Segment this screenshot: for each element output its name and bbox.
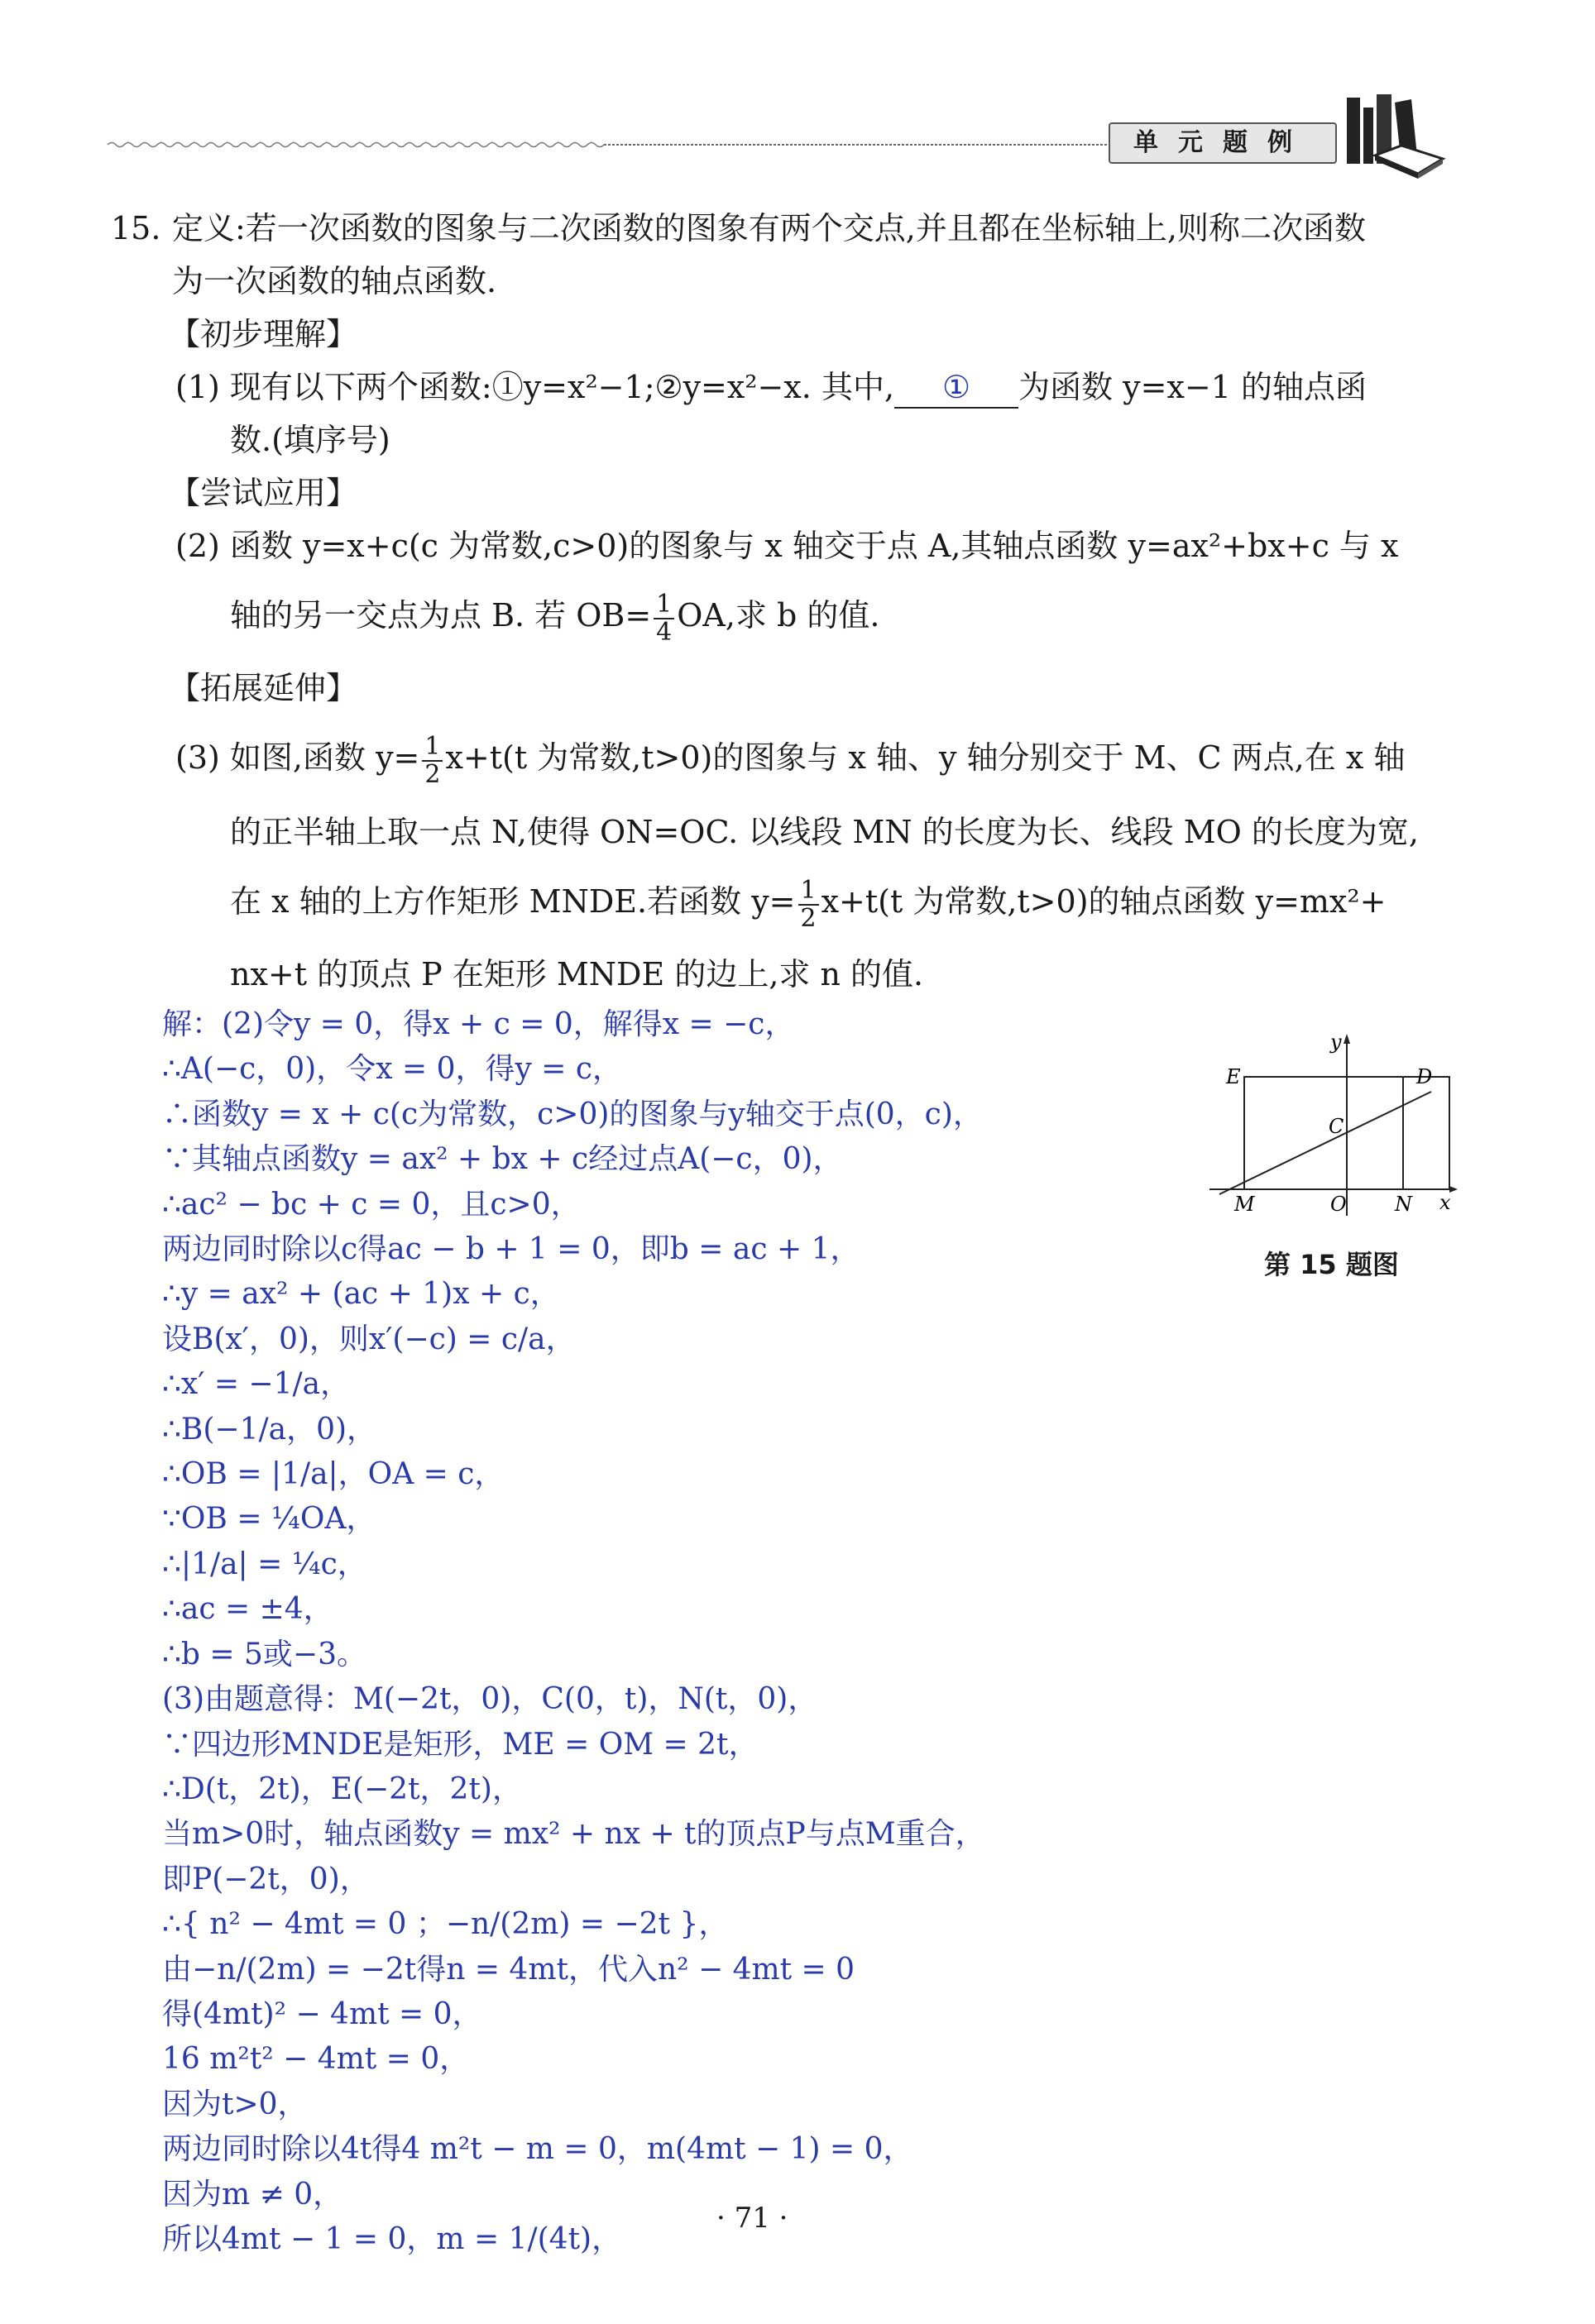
fraction-quarter [654,591,674,646]
solution-line: 16 m²t² − 4mt = 0， [162,2042,470,2077]
fraction-half-2 [798,877,819,932]
frac-den: 2 [424,759,441,789]
y-arrow-icon [1344,1034,1350,1044]
frac-num: 1 [798,877,819,906]
frac-num: 1 [422,734,443,762]
section-heading-2: 【尝试应用】 [169,475,358,511]
section-heading-1: 【初步理解】 [169,316,358,352]
solution-line: (3)由题意得：M(−2t，0)，C(0，t)，N(t，0)， [162,1682,818,1717]
solution-line: ∴ac = ±4， [162,1592,333,1627]
solution-line: 因为t>0， [162,2087,308,2121]
section-heading-3: 【拓展延伸】 [169,670,358,706]
frac-den: 2 [800,903,817,933]
solution-line: 两边同时除以4t得4 m²t − m = 0，m(4mt − 1) = 0， [162,2132,913,2167]
part3-line-2: 的正半轴上取一点 N,使得 ON=OC. 以线段 MN 的长度为长、线段 MO 的长度为宽, [230,814,1419,850]
part3-text-d: x+t(t 为常数,t>0)的轴点函数 y=mx²+ [821,883,1387,920]
part3-line-1 [175,731,1405,788]
part3-text-a: (3) 如图,函数 y= [175,739,420,776]
fraction-half [422,731,443,789]
solution-line: ∴x′ = −1/a， [162,1367,351,1402]
solution-line: 由−n/(2m) = −2t得n = 4mt，代入n² − 4mt = 0 [162,1952,855,1987]
header-rule [108,139,1125,151]
part3-line-3 [230,875,1386,932]
solution-line: ∵四边形MNDE是矩形，ME = OM = 2t， [162,1727,759,1762]
answer-blank: ① [894,371,1018,409]
part1-line-1 [175,361,1367,414]
problem-number: 15. [111,210,161,246]
solution-line: ∴OB = |1/a|，OA = c， [162,1457,505,1492]
solution-line: ∵其轴点函数y = ax² + bx + c经过点A(−c，0)， [162,1142,843,1177]
part3-line-4: nx+t 的顶点 P 在矩形 MNDE 的边上,求 n 的值. [230,956,924,992]
solution-line: 设B(x′，0)，则x′(−c) = c/a， [162,1322,576,1356]
solution-line: ∴A(−c，0)，令x = 0，得y = c， [162,1052,623,1087]
figure-15 [1201,1024,1463,1219]
label-x: x [1439,1191,1451,1214]
label-e: E [1226,1065,1241,1088]
part2-text-b: OA,求 b 的值. [677,597,880,634]
line-y-half-x-plus-t [1219,1092,1431,1194]
solution-line: ∴y = ax² + (ac + 1)x + c， [162,1277,560,1312]
label-o: O [1330,1193,1347,1216]
solution-line: 即P(−2t，0)， [162,1862,370,1896]
books-logo-icon [1342,91,1449,182]
solution-line: ∴函数y = x + c(c为常数，c>0)的图象与y轴交于点(0，c)， [162,1097,983,1131]
solution-line: 当m>0时，轴点函数y = mx² + nx + t的顶点P与点M重合， [162,1817,985,1852]
solution-line: ∴|1/a| = ¼c， [162,1547,367,1581]
frac-num: 1 [654,591,674,619]
part2-line-2 [230,589,880,646]
part1-text-a: (1) 现有以下两个函数:①y=x²−1;②y=x²−x. 其中, [175,369,895,405]
label-y: y [1330,1030,1342,1054]
solution-line: 所以4mt − 1 = 0，m = 1/(4t)， [162,2221,622,2256]
solution-line: ∴{ n² − 4mt = 0 ；−n/(2m) = −2t }， [162,1907,729,1942]
definition-line-1: 定义:若一次函数的图象与二次函数的图象有两个交点,并且都在坐标轴上,则称二次函数 [172,210,1366,246]
part2-line-1: (2) 函数 y=x+c(c 为常数,c>0)的图象与 x 轴交于点 A,其轴点函数 y=ax²+bx+c 与 x [175,528,1399,564]
solution-line: 因为m ≠ 0， [162,2177,343,2212]
part1-text-b: 为函数 y=x−1 的轴点函 [1018,369,1367,405]
solution-line: ∴ac² − bc + c = 0，且c>0， [162,1187,581,1222]
part3-text-b: x+t(t 为常数,t>0)的图象与 x 轴、y 轴分别交于 M、C 两点,在 x 轴 [445,739,1406,776]
part2-text-a: 轴的另一交点为点 B. 若 OB= [230,597,652,634]
label-c: C [1329,1115,1344,1138]
solution-line: ∴b = 5或−3。 [162,1637,366,1671]
definition-line-2: 为一次函数的轴点函数. [172,263,497,299]
part1-line-2: 数.(填序号) [230,422,390,458]
solution-line: ∴B(−1/a，0)， [162,1412,377,1447]
label-m: M [1234,1193,1255,1216]
solution-line: 解：(2)令y = 0，得x + c = 0，解得x = −c， [162,1007,795,1041]
frac-den: 4 [656,617,673,647]
solution-line: 两边同时除以c得ac − b + 1 = 0，即b = ac + 1， [162,1232,860,1267]
figure-caption: 第 15 题图 [1264,1249,1399,1280]
label-d: D [1416,1065,1433,1088]
solution-line: ∴D(t，2t)，E(−2t，2t)， [162,1772,522,1806]
part3-text-c: 在 x 轴的上方作矩形 MNDE.若函数 y= [230,883,796,920]
solution-block [162,1002,985,2262]
label-n: N [1395,1193,1412,1216]
solution-line: 得(4mt)² − 4mt = 0， [162,1996,482,2031]
page-number: · 71 · [716,2202,788,2235]
section-badge: 单元题例 [1109,122,1337,164]
solution-line: ∵OB = ¼OA， [162,1502,376,1537]
